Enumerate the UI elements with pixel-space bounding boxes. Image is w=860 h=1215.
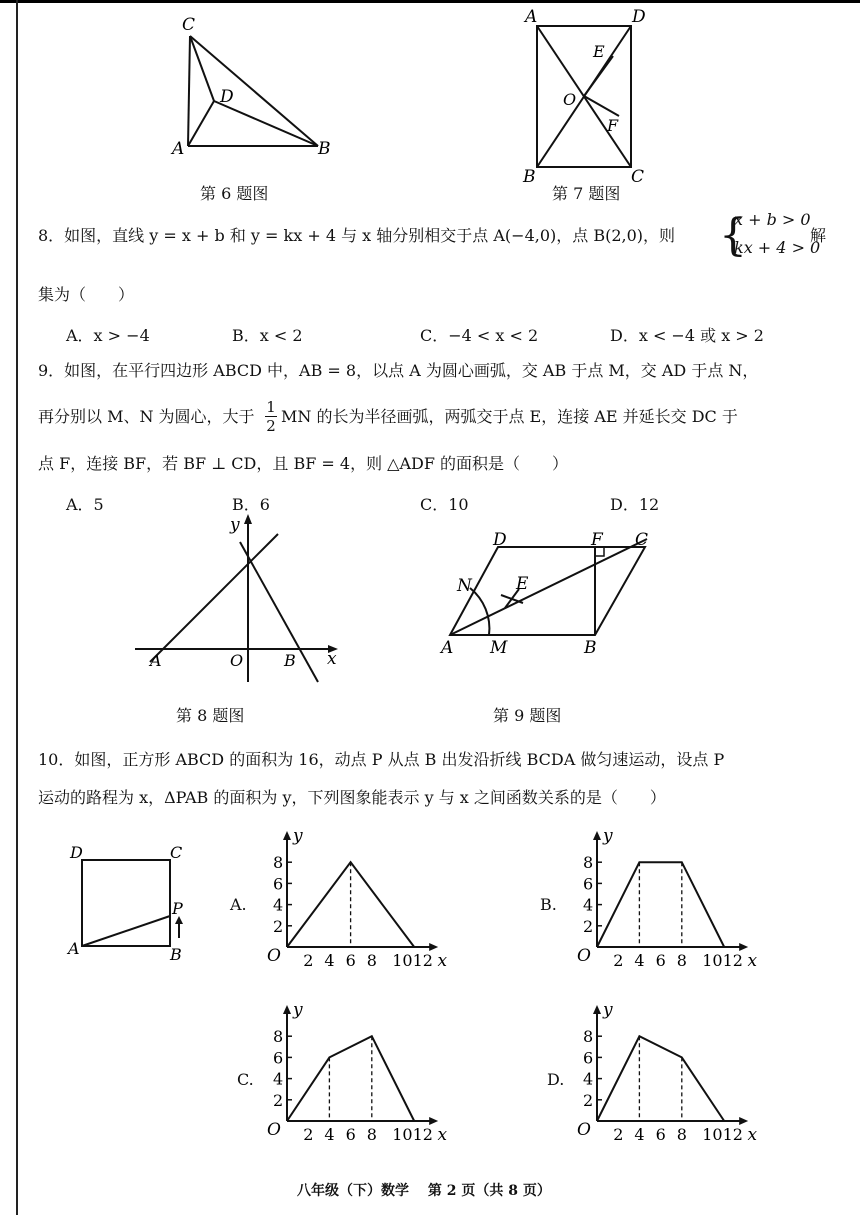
fig9-label-a: A bbox=[441, 638, 454, 658]
y-tick-label: 6 bbox=[273, 874, 284, 894]
x-tick-label: 1012 bbox=[702, 1125, 743, 1144]
origin-label: O bbox=[267, 1120, 281, 1140]
x-tick-label: 6 bbox=[655, 1125, 666, 1144]
y-tick-label: 2 bbox=[273, 916, 284, 936]
y-axis-label: y bbox=[293, 1000, 303, 1020]
graph-option-b-letter: B. bbox=[540, 895, 557, 914]
fig8-label-a: A bbox=[150, 651, 162, 670]
q8-text-line1: 8．如图，直线 y = x + b 和 y = kx + 4 与 x 轴分别相交于点 A(−4,0)，点 B(2,0)，则 bbox=[38, 226, 676, 245]
graph-option-a-letter: A. bbox=[230, 895, 247, 914]
y-axis-label: y bbox=[293, 826, 303, 846]
q9-option-d: D．12 bbox=[610, 495, 660, 514]
fig9-label-b: B bbox=[584, 638, 597, 658]
y-tick-label: 6 bbox=[583, 874, 594, 894]
graph-line bbox=[287, 1036, 414, 1121]
page-footer: 八年级（下）数学 第 2 页（共 8 页） bbox=[297, 1183, 551, 1199]
graph-option-b bbox=[572, 826, 762, 971]
y-tick-label: 2 bbox=[583, 916, 594, 936]
fig7-label-a: A bbox=[525, 7, 538, 27]
x-tick-label: 8 bbox=[676, 951, 687, 970]
graph-option-c-letter: C. bbox=[237, 1070, 254, 1089]
x-tick-label: 4 bbox=[634, 1125, 645, 1144]
x-tick-label: 4 bbox=[324, 1125, 335, 1144]
q9-option-c: C．10 bbox=[420, 495, 469, 514]
figure-6-diagram bbox=[160, 10, 340, 160]
x-tick-label: 8 bbox=[366, 1125, 377, 1144]
q9-option-a: A．5 bbox=[66, 495, 104, 514]
x-tick-label: 6 bbox=[345, 951, 356, 970]
x-tick-label: 6 bbox=[345, 1125, 356, 1144]
q8-text-tail: 解 bbox=[810, 226, 827, 245]
figure-8-caption: 第 8 题图 bbox=[176, 706, 245, 725]
y-tick-label: 6 bbox=[273, 1048, 284, 1068]
q8-system-ineq-1: x + b > 0 bbox=[734, 210, 811, 229]
q9-fraction-denominator: 2 bbox=[266, 417, 276, 435]
fig6-label-d: D bbox=[220, 87, 234, 107]
y-tick-label: 8 bbox=[273, 1027, 284, 1047]
fig9-label-e: E bbox=[516, 574, 529, 594]
y-axis-arrow bbox=[283, 1005, 291, 1014]
fig9-label-c: C bbox=[635, 530, 649, 550]
square-label-p: P bbox=[172, 899, 183, 918]
x-tick-label: 8 bbox=[366, 951, 377, 970]
y-tick-label: 6 bbox=[583, 1048, 594, 1068]
fig8-label-o: O bbox=[230, 651, 244, 670]
figure-8-diagram bbox=[130, 512, 350, 687]
square-label-d: D bbox=[70, 843, 83, 862]
q9-option-b: B．6 bbox=[232, 495, 270, 514]
square-label-a: A bbox=[68, 939, 80, 958]
q9-text-line2a: 再分别以 M、N 为圆心，大于 bbox=[38, 407, 255, 426]
y-tick-label: 2 bbox=[273, 1090, 284, 1110]
figure-7-diagram bbox=[515, 5, 655, 185]
q8-option-c: C．−4 < x < 2 bbox=[420, 326, 539, 345]
q9-text-line2b: MN 的长为半径画弧，两弧交于点 E，连接 AE 并延长交 DC 于 bbox=[281, 407, 738, 426]
fig9-label-n: N bbox=[457, 576, 472, 596]
y-tick-label: 8 bbox=[583, 853, 594, 873]
y-tick-label: 4 bbox=[583, 1069, 594, 1089]
q8-option-b: B．x < 2 bbox=[232, 326, 303, 345]
y-tick-label: 8 bbox=[273, 853, 284, 873]
x-tick-label: 6 bbox=[655, 951, 666, 970]
q8-system-ineq-2: kx + 4 > 0 bbox=[734, 238, 821, 257]
fig6-label-b: B bbox=[318, 139, 331, 159]
q8-option-d: D．x < −4 或 x > 2 bbox=[610, 326, 764, 345]
y-tick-label: 4 bbox=[273, 1069, 284, 1089]
graph-line bbox=[597, 862, 724, 947]
figure-9-caption: 第 9 题图 bbox=[493, 706, 562, 725]
q10-square-diagram bbox=[60, 840, 200, 965]
x-axis-label: x bbox=[747, 1125, 758, 1145]
fig9-label-f: F bbox=[591, 530, 603, 550]
figure-7-caption: 第 7 题图 bbox=[552, 184, 621, 203]
fig6-label-c: C bbox=[182, 15, 196, 35]
fig9-label-d: D bbox=[493, 530, 507, 550]
x-axis-arrow bbox=[739, 1117, 748, 1125]
fig9-label-m: M bbox=[490, 638, 508, 658]
x-tick-label: 4 bbox=[634, 951, 645, 970]
x-tick-label: 2 bbox=[303, 951, 314, 970]
x-tick-label: 1012 bbox=[392, 1125, 433, 1144]
graph-option-c bbox=[262, 1000, 452, 1145]
q10-text-line1: 10．如图，正方形 ABCD 的面积为 16，动点 P 从点 B 出发沿折线 BCDA 做匀速运动，设点 P bbox=[38, 750, 725, 769]
y-tick-label: 2 bbox=[583, 1090, 594, 1110]
q8-system-brace: { bbox=[719, 210, 747, 261]
x-tick-label: 2 bbox=[613, 1125, 624, 1144]
origin-label: O bbox=[577, 1120, 591, 1140]
y-tick-label: 4 bbox=[273, 895, 284, 915]
q10-text-line2: 运动的路程为 x，ΔPAB 的面积为 y，下列图象能表示 y 与 x 之间函数关系的是（ ） bbox=[38, 788, 666, 807]
graph-line bbox=[597, 1036, 724, 1121]
x-axis-arrow bbox=[739, 943, 748, 951]
x-tick-label: 2 bbox=[613, 951, 624, 970]
fig8-label-x: x bbox=[327, 649, 337, 669]
x-tick-label: 4 bbox=[324, 951, 335, 970]
figure-6-caption: 第 6 题图 bbox=[200, 184, 269, 203]
x-axis-arrow bbox=[429, 943, 438, 951]
x-tick-label: 1012 bbox=[392, 951, 433, 970]
fig7-label-b: B bbox=[523, 167, 536, 185]
y-axis-label: y bbox=[603, 1000, 613, 1020]
fig7-label-e: E bbox=[593, 42, 605, 61]
page-left-border bbox=[16, 0, 18, 1215]
y-tick-label: 8 bbox=[583, 1027, 594, 1047]
square-label-b: B bbox=[170, 945, 182, 964]
fig7-label-o: O bbox=[563, 90, 577, 109]
graph-option-d-letter: D. bbox=[547, 1070, 565, 1089]
fig6-label-a: A bbox=[172, 139, 185, 159]
fig7-label-f: F bbox=[607, 116, 619, 135]
q9-fraction-numerator: 1 bbox=[266, 398, 276, 416]
x-tick-label: 8 bbox=[676, 1125, 687, 1144]
q8-option-a: A．x > −4 bbox=[66, 326, 150, 345]
y-axis-arrow bbox=[593, 1005, 601, 1014]
y-tick-label: 4 bbox=[583, 895, 594, 915]
page-top-border bbox=[0, 0, 860, 3]
x-axis-arrow bbox=[429, 1117, 438, 1125]
y-axis-arrow bbox=[283, 831, 291, 840]
x-tick-label: 2 bbox=[303, 1125, 314, 1144]
fig8-label-y: y bbox=[230, 515, 240, 535]
x-tick-label: 1012 bbox=[702, 951, 743, 970]
q9-text-line3: 点 F，连接 BF，若 BF ⊥ CD，且 BF = 4，则 △ADF 的面积是（ ） bbox=[38, 454, 569, 473]
graph-option-a bbox=[262, 826, 452, 971]
q8-text-line2: 集为（ ） bbox=[38, 285, 135, 304]
x-axis-label: x bbox=[437, 951, 448, 971]
y-axis-arrow bbox=[593, 831, 601, 840]
x-axis-label: x bbox=[747, 951, 758, 971]
figure-9-diagram bbox=[435, 525, 665, 665]
q9-text-line1: 9．如图，在平行四边形 ABCD 中，AB = 8，以点 A 为圆心画弧，交 AB 于点 M，交 AD 于点 N， bbox=[38, 361, 759, 380]
fig7-label-c: C bbox=[631, 167, 645, 185]
graph-option-d bbox=[572, 1000, 762, 1145]
fig8-label-b: B bbox=[284, 651, 296, 670]
origin-label: O bbox=[577, 946, 591, 966]
fig7-label-d: D bbox=[632, 7, 646, 27]
origin-label: O bbox=[267, 946, 281, 966]
square-label-c: C bbox=[170, 843, 183, 862]
x-axis-label: x bbox=[437, 1125, 448, 1145]
y-axis-label: y bbox=[603, 826, 613, 846]
